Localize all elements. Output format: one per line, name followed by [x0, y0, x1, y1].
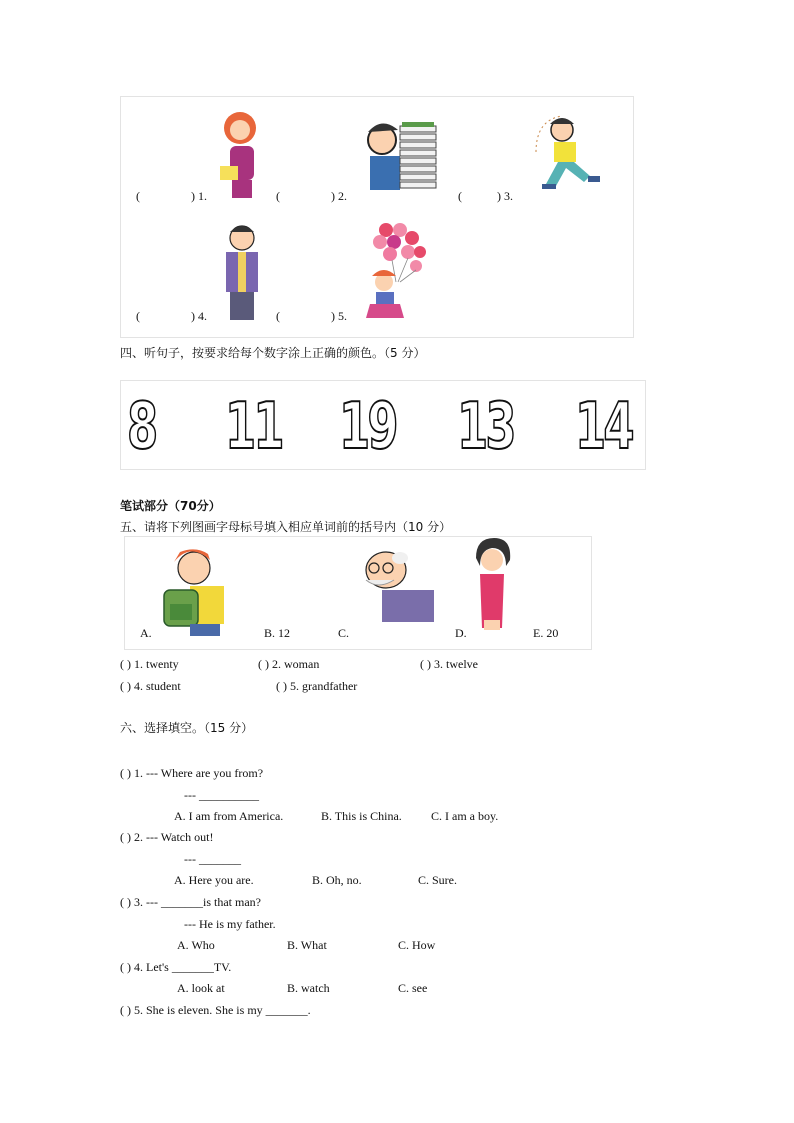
label-e: E. 20 [533, 626, 559, 640]
item-3-5-number: ) 5. [331, 309, 347, 323]
running-boy-illustration [532, 112, 612, 196]
answer-5-5[interactable]: ( ) 5. grandfather [276, 679, 358, 693]
option-6-3-a[interactable]: A. Who [177, 938, 215, 952]
item-3-5-paren[interactable]: ( [276, 309, 280, 323]
option-6-1-a[interactable]: A. I am from America. [174, 809, 284, 823]
man-in-jacket-illustration [220, 222, 262, 320]
number-outline-11[interactable]: 11 [225, 390, 282, 464]
section5-title: 五、请将下列图画字母标号填入相应单词前的括号内（10 分） [120, 520, 452, 534]
answer-5-4[interactable]: ( ) 4. student [120, 679, 181, 693]
label-d: D. [455, 626, 467, 640]
question-6-4[interactable]: ( ) 4. Let's _______TV. [120, 960, 232, 974]
item-3-4-number: ) 4. [191, 309, 207, 323]
item-3-4-paren[interactable]: ( [136, 309, 140, 323]
question-6-2-blank: --- _______ [184, 852, 241, 866]
item-3-2-number: ) 2. [331, 189, 347, 203]
numbers-box [120, 380, 646, 470]
man-with-books-illustration [360, 118, 444, 202]
number-outline-13[interactable]: 13 [457, 390, 514, 464]
item-3-1-number: ) 1. [191, 189, 207, 203]
label-a: A. [140, 626, 152, 640]
option-6-2-a[interactable]: A. Here you are. [174, 873, 254, 887]
option-6-4-b[interactable]: B. watch [287, 981, 330, 995]
question-6-1[interactable]: ( ) 1. --- Where are you from? [120, 766, 264, 780]
option-6-2-b[interactable]: B. Oh, no. [312, 873, 362, 887]
item-3-3-paren[interactable]: ( [458, 189, 462, 203]
option-6-4-a[interactable]: A. look at [177, 981, 225, 995]
answer-5-2[interactable]: ( ) 2. woman [258, 657, 320, 671]
option-6-4-c[interactable]: C. see [398, 981, 428, 995]
option-6-1-c[interactable]: C. I am a boy. [431, 809, 499, 823]
question-6-5[interactable]: ( ) 5. She is eleven. She is my _______. [120, 1003, 311, 1017]
woman-in-red-illustration [470, 538, 514, 634]
section6-title: 六、选择填空。（15 分） [120, 721, 254, 735]
option-6-3-b[interactable]: B. What [287, 938, 327, 952]
answer-5-3[interactable]: ( ) 3. twelve [420, 657, 478, 671]
option-6-1-b[interactable]: B. This is China. [321, 809, 402, 823]
written-section-title: 笔试部分（70分） [120, 499, 221, 513]
item-3-3-number: ) 3. [497, 189, 513, 203]
grandfather-illustration [356, 544, 436, 624]
option-6-3-c[interactable]: C. How [398, 938, 436, 952]
number-outline-14[interactable]: 14 [575, 390, 632, 464]
question-6-3[interactable]: ( ) 3. --- _______is that man? [120, 895, 261, 909]
number-outline-19[interactable]: 19 [339, 390, 396, 464]
question-6-1-blank: --- __________ [184, 788, 259, 802]
answer-5-1[interactable]: ( ) 1. twenty [120, 657, 179, 671]
girl-with-balloons-illustration [356, 220, 428, 320]
question-6-2[interactable]: ( ) 2. --- Watch out! [120, 830, 214, 844]
label-c: C. [338, 626, 350, 640]
option-6-2-c[interactable]: C. Sure. [418, 873, 457, 887]
label-b: B. 12 [264, 626, 291, 640]
number-outline-8[interactable]: 8 [127, 390, 156, 464]
woman-illustration [218, 108, 262, 200]
student-with-backpack-illustration [160, 546, 236, 638]
question-6-3-answer: --- He is my father. [184, 917, 276, 931]
section4-title: 四、听句子，按要求给每个数字涂上正确的颜色。（5 分） [120, 346, 426, 360]
item-3-1-paren[interactable]: ( [136, 189, 140, 203]
item-3-2-paren[interactable]: ( [276, 189, 280, 203]
